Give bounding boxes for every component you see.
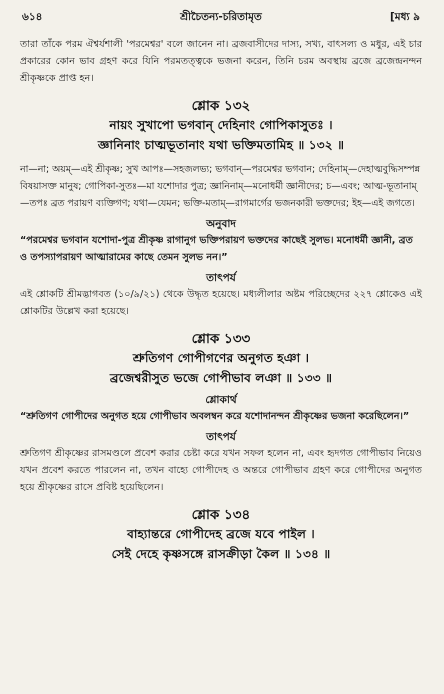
page-content [20, 36, 422, 564]
intro-paragraph: তারা তাঁকে পরম ঐশ্বর্যশালী 'পরমেশ্বর' বলে জানেন না। ব্রজবাসীদের দাস্য, সখ্য, বাৎসল্য ও মধুর, এই চার প্রকারের কোন ভাব গ্রহণ করে যিনি পরমতত্ত্বকে ভজনা করেন, তিনি চরম অবস্থায় ব্রজে ব্রজেন্দ্রনন্দন শ্রীকৃষ্ণকে প্রাপ্ত হন। [20, 39, 422, 84]
sloka-132-verse-line-1: নায়ং সুখাপো ভগবান্ দেহিনাং গোপিকাসুতঃ । [109, 118, 333, 132]
sloka-133-verse-line-2: ব্রজেশ্বরীসুত ভজে গোপীভাব লঞা ॥ ১৩৩ ॥ [109, 371, 333, 385]
sloka-134-verse-line-1: বাহ্যান্তরে গোপীদেহ ব্রজে যবে পাইল । [127, 527, 315, 541]
sloka-133-purport: শ্রুতিগণ শ্রীকৃষ্ণের রাসমণ্ডলে প্রবেশ করার চেষ্টা করে যখন সফল হলেন না, এবং হৃদগত গোপীভাব নিয়েও যখন প্রবেশ করতে পারলেন না, তখন বাহ্যে গোপীদেহ ও অন্তরে গোপীভাব গ্রহণ করে গোপীদের অনুগত হয়ে শ্রীকৃষ্ণের রাসে প্রবিষ্ট হয়েছিলেন। [20, 448, 422, 493]
sloka-132-translation: “পরমেশ্বর ভগবান যশোদা-পুত্র শ্রীকৃষ্ণ রাগানুগ ভক্তিপরায়ণ ভক্তদের কাছেই সুলভ। মনোধর্মী জ্ঞানী, ব্রত ও তপস্যাপরায়ণ আত্মারামের কাছে তেমন সুলভ নন।” [20, 235, 413, 263]
sloka-132-translation-label: অনুবাদ [206, 218, 236, 230]
sloka-133-translation-label: শ্লোকার্থ [205, 394, 237, 406]
sloka-132-purport: এই শ্লোকটি শ্রীমদ্ভাগবত (১০/৯/২১) থেকে উদ্ধৃত হয়েছে। মধ্যলীলার অষ্টম পরিচ্ছেদের ২২৭ শ্লোকেও এই শ্লোকটির উল্লেখ করা হয়েছে। [20, 289, 422, 317]
sloka-134-heading: শ্লোক ১৩৪ [191, 507, 251, 523]
sloka-133-verse-line-1: শ্রুতিগণ গোপীগণের অনুগত হঞা । [132, 351, 310, 365]
section-marker: [মধ্য ৯ [389, 11, 420, 23]
sloka-133-purport-label: তাৎপর্য [206, 431, 236, 443]
sloka-132-heading: শ্লোক ১৩২ [191, 98, 251, 114]
sloka-132-purport-label: তাৎপর্য [206, 272, 236, 284]
sloka-133-translation: “শ্রুতিগণ গোপীদের অনুগত হয়ে গোপীভাব অবলম্বন করে যশোদানন্দন শ্রীকৃষ্ণের ভজনা করেছিলেন।” [20, 411, 410, 422]
sloka-133-heading: শ্লোক ১৩৩ [191, 331, 251, 347]
running-title: শ্রীচৈতন্য-চরিতামৃত [180, 11, 262, 23]
sloka-132-word-meanings: না—না; অয়ম্—এই শ্রীকৃষ্ণ; সুখ আপঃ—সহজলভ্য; ভগবান্—পরমেশ্বর ভগবান; দেহিনাম্—দেহাত্মবুদ্ধিসম্পন্ন বিষয়াসক্ত মানুষ; গোপিকা-সুতঃ—মা যশোদার পুত্র; জ্ঞানিনাম্—মনোধর্মী জ্ঞানীদের; চ—এবং; আত্ম-ভূতানাম্—তপঃ ব্রত পরায়ণ ব্যক্তিগণ; যথা—যেমন; ভক্তি-মতাম্—রাগমার্গের ভজনকারী ভক্তদের; ইহ—এই জগতে। [20, 164, 420, 209]
page-header [22, 10, 420, 28]
sloka-132-verse-line-2: জ্ঞানিনাং চাত্মভূতানাং যথা ভক্তিমতামিহ ॥ ১৩২ ॥ [97, 138, 345, 152]
sloka-134-verse-line-2: সেই দেহে কৃষ্ণসঙ্গে রাসক্রীড়া কৈল ॥ ১৩৪ ॥ [111, 547, 331, 561]
page-number: ৬১৪ [22, 11, 43, 23]
